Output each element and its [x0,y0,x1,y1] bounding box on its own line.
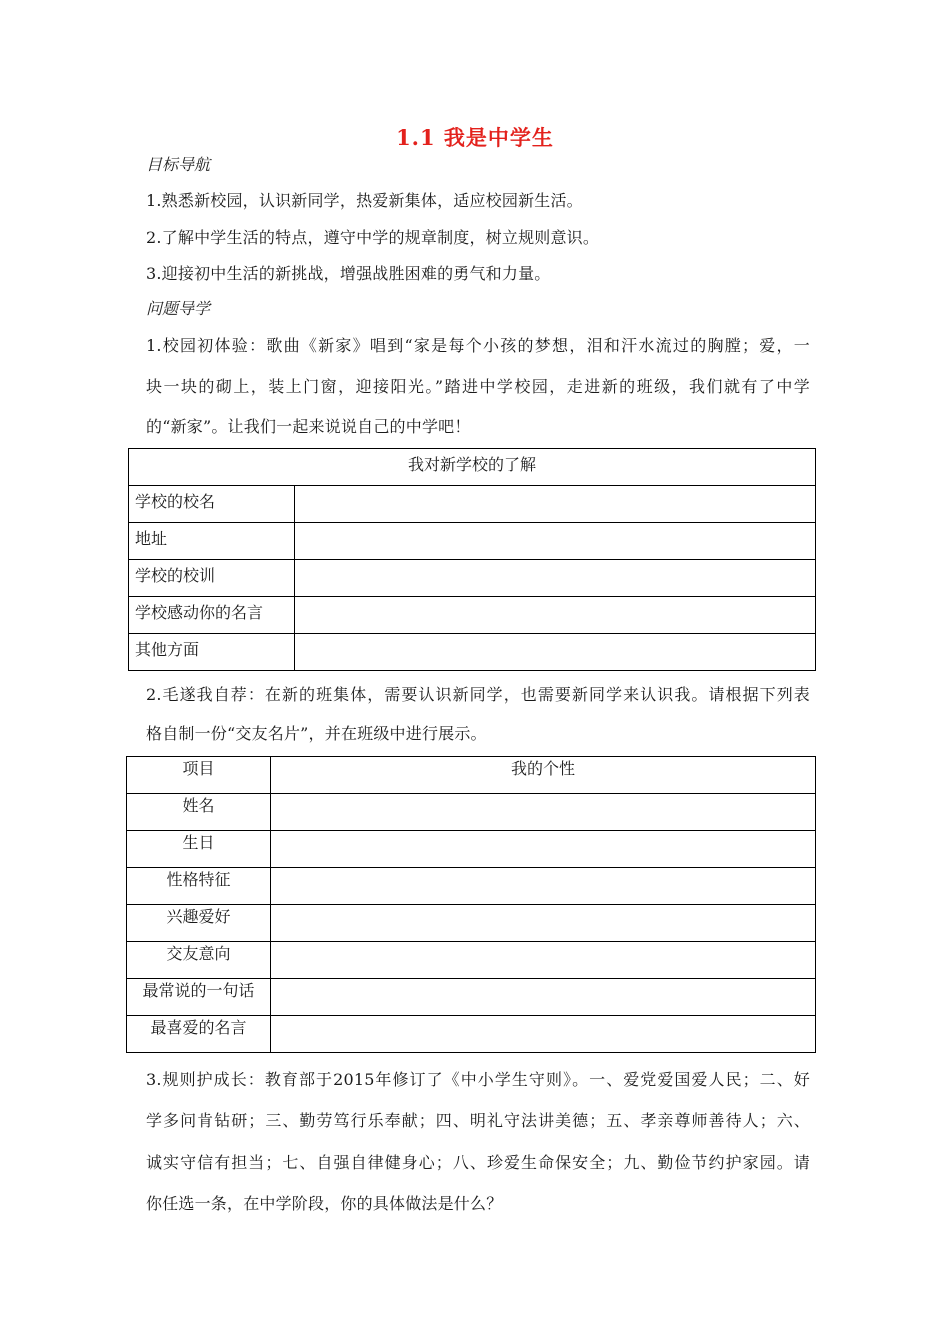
row-label-name: 姓名 [127,794,271,831]
row-label-other: 其他方面 [129,634,295,671]
goal-item-3: 3.迎接初中生活的新挑战，增强战胜困难的勇气和力量。 [146,264,551,283]
answer-cell-other[interactable] [295,634,816,671]
question-2-line-1: 2.毛遂我自荐：在新的班集体，需要认识新同学，也需要新同学来认识我。请根据下列表 [146,685,810,704]
school-info-table-header: 我对新学校的了解 [129,449,816,486]
row-label-personality: 性格特征 [127,868,271,905]
friend-card-table [126,756,816,1053]
row-label-friendship: 交友意向 [127,942,271,979]
answer-cell-school-name[interactable] [295,486,816,523]
table-row [129,560,816,597]
goal-item-1: 1.熟悉新校园，认识新同学，热爱新集体，适应校园新生活。 [146,191,583,210]
question-3-line-2: 学多问肯钻研；三、勤劳笃行乐奉献；四、明礼守法讲美德；五、孝亲尊师善待人；六、 [146,1111,810,1130]
table-row [127,794,816,831]
row-label-school-name: 学校的校名 [129,486,295,523]
question-2-line-2: 格自制一份“交友名片”，并在班级中进行展示。 [146,724,487,743]
answer-cell-name[interactable] [271,794,816,831]
page-title: 1.1 我是中学生 [396,125,554,150]
answer-cell-friendship[interactable] [271,942,816,979]
question-1-line-3: 的“新家”。让我们一起来说说自己的中学吧！ [146,417,471,436]
table-row [127,905,816,942]
answer-cell-birthday[interactable] [271,831,816,868]
friend-card-col-header-personality: 我的个性 [271,757,816,794]
answer-cell-personality[interactable] [271,868,816,905]
table-row [129,486,816,523]
question-3-line-4: 你任选一条，在中学阶段，你的具体做法是什么？ [146,1194,503,1213]
goal-item-2: 2.了解中学生活的特点，遵守中学的规章制度，树立规则意识。 [146,228,600,247]
question-1-line-1: 1.校园初体验：歌曲《新家》唱到“家是每个小孩的梦想，泪和汗水流过的胸膛；爱，一 [146,336,810,355]
table-row [127,979,816,1016]
table-row [127,868,816,905]
table-row [127,831,816,868]
row-label-hobbies: 兴趣爱好 [127,905,271,942]
table-row [129,597,816,634]
answer-cell-motto[interactable] [295,560,816,597]
table-row [129,523,816,560]
question-3-line-3: 诚实守信有担当；七、自强自律健身心；八、珍爱生命保安全；九、勤俭节约护家园。请 [146,1153,810,1172]
row-label-motto: 学校的校训 [129,560,295,597]
answer-cell-address[interactable] [295,523,816,560]
answer-cell-quote[interactable] [295,597,816,634]
table-row [129,634,816,671]
section-heading-goals: 目标导航 [146,155,211,174]
table-row [127,1016,816,1053]
answer-cell-favorite-quote[interactable] [271,1016,816,1053]
row-label-birthday: 生日 [127,831,271,868]
table-row [127,942,816,979]
row-label-quote: 学校感动你的名言 [129,597,295,634]
friend-card-col-header-item: 项目 [127,757,271,794]
question-1-line-2: 块一块的砌上，装上门窗，迎接阳光。”踏进中学校园，走进新的班级，我们就有了中学 [146,377,810,396]
answer-cell-catchphrase[interactable] [271,979,816,1016]
row-label-address: 地址 [129,523,295,560]
school-info-table [128,448,816,671]
section-heading-questions: 问题导学 [146,299,211,318]
answer-cell-hobbies[interactable] [271,905,816,942]
question-3-line-1: 3.规则护成长：教育部于2015年修订了《中小学生守则》。一、爱党爱国爱人民；二、好 [146,1070,810,1089]
row-label-favorite-quote: 最喜爱的名言 [127,1016,271,1053]
row-label-catchphrase: 最常说的一句话 [127,979,271,1016]
